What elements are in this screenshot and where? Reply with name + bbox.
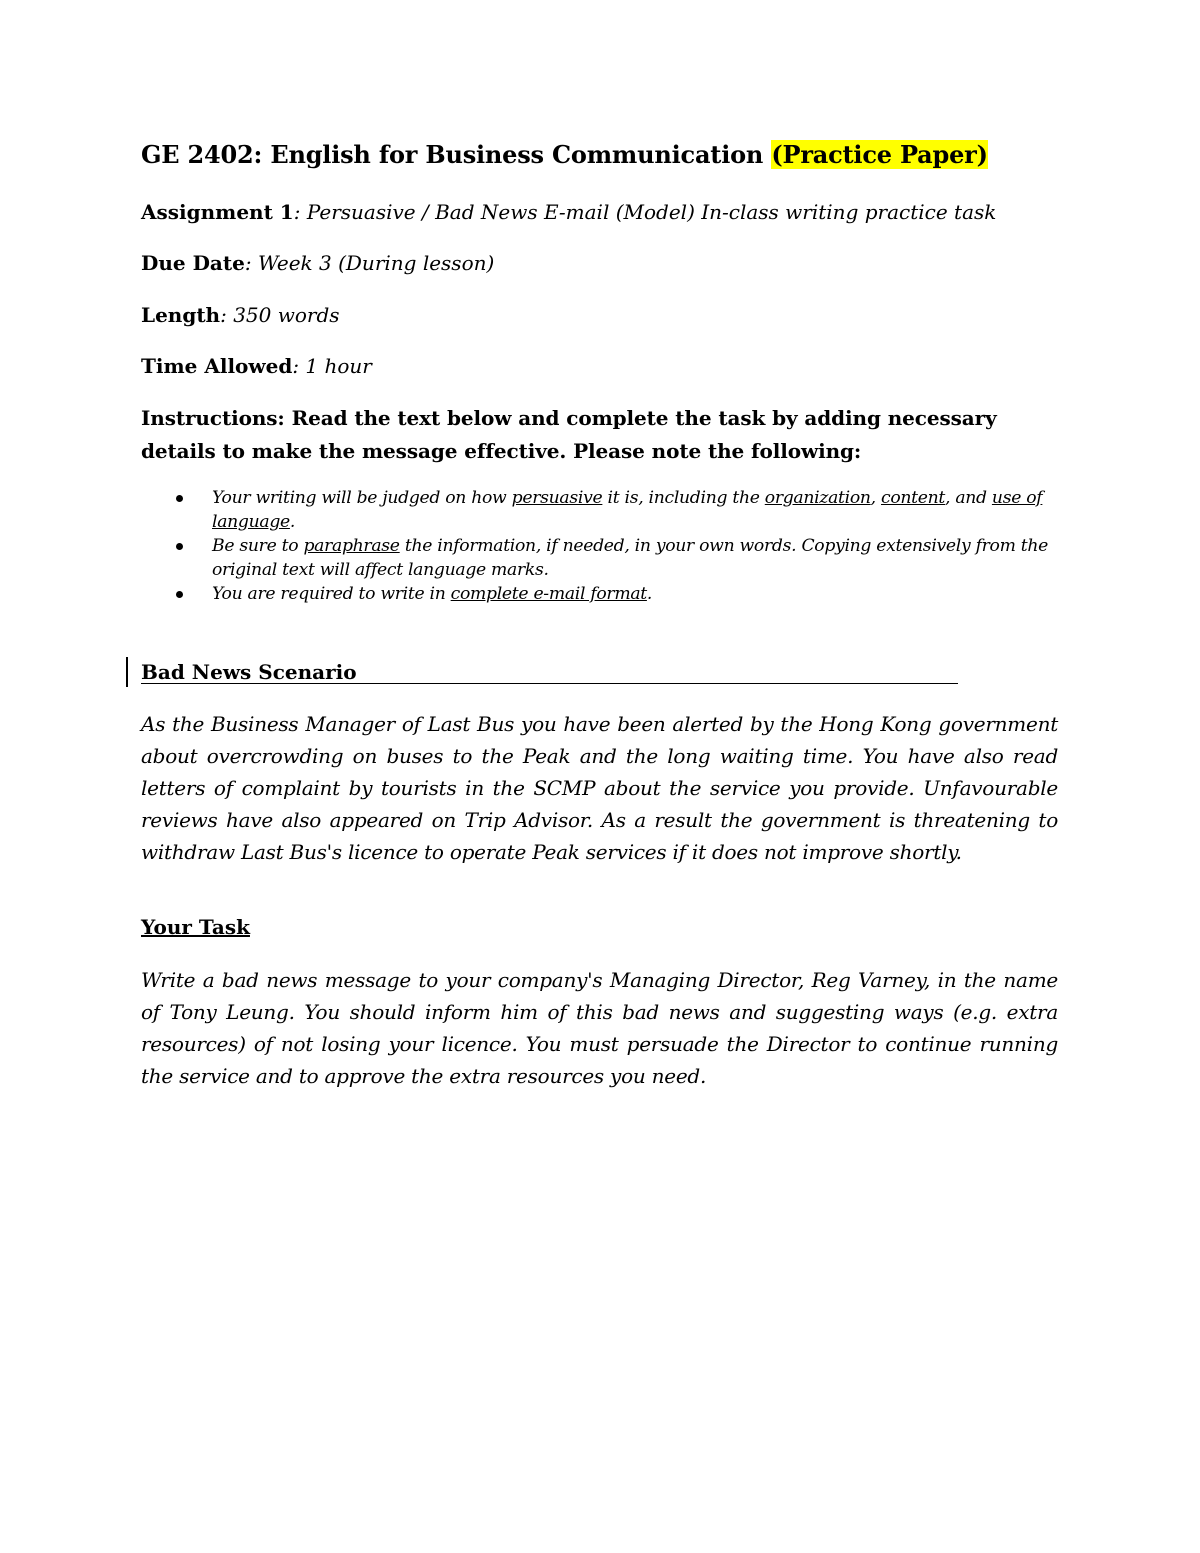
scenario-heading: Bad News Scenario — [141, 660, 357, 684]
bullet-text: it is, including the — [602, 488, 765, 508]
task-text: Write a bad news message to your company's Managing Director, Reg Varney, in the name of Tony Leung. You should inform him of this bad news and suggesting ways (e.g. extra resources) of not losing your licence. You must persuade the Director to continue running the service and to approve the extra resources you need. — [141, 968, 1058, 1088]
time-allowed-label: Time Allowed — [141, 354, 293, 378]
scenario-text: As the Business Manager of Last Bus you have been alerted by the Hong Kong government about overcrowding on buses to the Peak and the long waiting time. You have also read letters of complaint by tourists in the SCMP about the service you provide. Unfavourable reviews have also appeared on Trip Advisor. As a result the government is threatening to withdraw Last Bus's licence to operate Peak services if it does not improve shortly. — [141, 712, 1058, 864]
text-cursor-mark — [126, 657, 128, 687]
due-date-field — [141, 251, 494, 275]
length-value: : 350 words — [220, 303, 340, 327]
underlined-term: content — [881, 488, 945, 508]
bullet-text: , — [870, 488, 881, 508]
bullet-text: . — [646, 584, 653, 604]
instructions: Instructions: Read the text below and complete the task by adding necessary details to make the message effective. Please note the following: — [141, 406, 997, 463]
length-label: Length — [141, 303, 221, 327]
document-title — [141, 140, 988, 169]
bullet-item-format — [141, 582, 1066, 606]
assignment-label: Assignment 1 — [141, 200, 294, 224]
underlined-term: complete e-mail format — [450, 584, 647, 604]
assignment-field — [141, 200, 996, 224]
task-heading: Your Task — [141, 915, 250, 939]
bullet-text: the information, if needed, in your own words. Copying extensively from the original text will affect language marks. — [212, 536, 1048, 580]
bullet-dot-icon — [176, 591, 183, 598]
bullet-text: . — [289, 512, 296, 532]
bullet-text: You are required to write in — [212, 584, 451, 604]
assignment-value: : Persuasive / Bad News E-mail (Model) In-class writing practice task — [293, 200, 997, 224]
due-date-value: : Week 3 (During lesson) — [244, 251, 495, 275]
underlined-term: paraphrase — [303, 536, 400, 556]
bullet-text: , and — [945, 488, 992, 508]
scenario-heading-rule — [141, 683, 958, 684]
underlined-term: organization — [764, 488, 871, 508]
bullet-item-judged — [141, 486, 1066, 534]
due-date-label: Due Date — [141, 251, 245, 275]
bullet-dot-icon — [176, 543, 183, 550]
bullet-dot-icon — [176, 495, 183, 502]
title-highlight: (Practice Paper) — [771, 140, 988, 169]
time-allowed-field — [141, 354, 372, 378]
bullet-text: Be sure to — [212, 536, 304, 556]
bullet-text: Your writing will be judged on how — [212, 488, 512, 508]
title-main: GE 2402: English for Business Communication — [141, 140, 764, 169]
bullet-item-paraphrase — [141, 534, 1066, 582]
instruction-bullets — [141, 486, 1066, 606]
underlined-term: persuasive — [511, 488, 603, 508]
time-allowed-value: : 1 hour — [292, 354, 372, 378]
length-field — [141, 303, 340, 327]
underlined-term: use of language — [212, 488, 1043, 532]
